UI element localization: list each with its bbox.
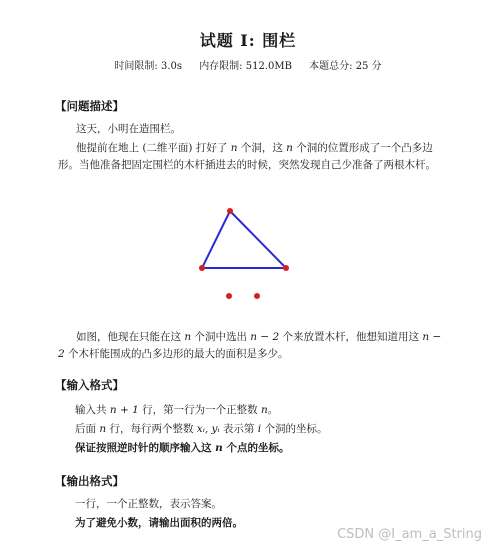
description-heading: 【问题描述】 [55, 99, 124, 113]
csdn-watermark: CSDN @I_am_a_String [337, 527, 482, 542]
hole-point [227, 208, 233, 214]
description-p1: 这天，小明在造围栏。 [76, 123, 181, 135]
polygon-figure [180, 198, 310, 308]
var-n: n [286, 142, 293, 154]
var-n: n [230, 142, 238, 154]
input-line-1: 输入共 n + 1 行，第一行为一个正整数 n。 [75, 404, 279, 416]
expr-n-plus-1: n + 1 [109, 404, 139, 416]
time-limit: 时间限制: 3.0s [114, 61, 182, 72]
expr-n-minus-2: n − 2 [250, 331, 280, 343]
expr-n-minus-2: n − 2 [58, 331, 442, 360]
var-i: i [257, 423, 262, 435]
output-line-2: 为了避免小数，请输出面积的两倍。 [75, 517, 243, 529]
page-title: 试题 I: 围栏 [199, 31, 297, 50]
triangle-shape [202, 211, 286, 268]
var-n: n [260, 404, 268, 416]
description-p3: 如图，他现在只能在这 n 个洞中选出 n − 2 个来放置木杆，他想知道用这 n − 2 个木杆能围成的凸多边形的最大的面积是多少。 [58, 331, 442, 360]
expr-xi-yi: xᵢ, yᵢ [196, 423, 220, 435]
input-line-3: 保证按照逆时针的顺序输入这 n 个点的坐标。 [75, 442, 290, 454]
output-line-1: 一行，一个正整数，表示答案。 [75, 498, 222, 510]
description-p2: 他提前在地上 (二维平面) 打好了 n 个洞，这 n 个洞的位置形成了一个凸多边形。当他准备把固定围栏的木杆插进去的时候，突然发现自己少准备了两根木杆。 [58, 142, 436, 171]
var-n: n [99, 423, 107, 435]
problem-meta [0, 57, 496, 72]
total-score: 本题总分: 25 分 [309, 61, 382, 72]
var-n: n [184, 331, 192, 343]
output-heading: 【输出格式】 [55, 474, 124, 488]
hole-point [283, 265, 289, 271]
var-n: n [215, 442, 223, 454]
memory-limit: 内存限制: 512.0MB [199, 61, 292, 72]
input-heading: 【输入格式】 [55, 378, 124, 392]
hole-point [254, 293, 260, 299]
input-line-2: 后面 n 行，每行两个整数 xᵢ, yᵢ 表示第 i 个洞的坐标。 [75, 423, 328, 435]
hole-point [199, 265, 205, 271]
hole-point [226, 293, 232, 299]
